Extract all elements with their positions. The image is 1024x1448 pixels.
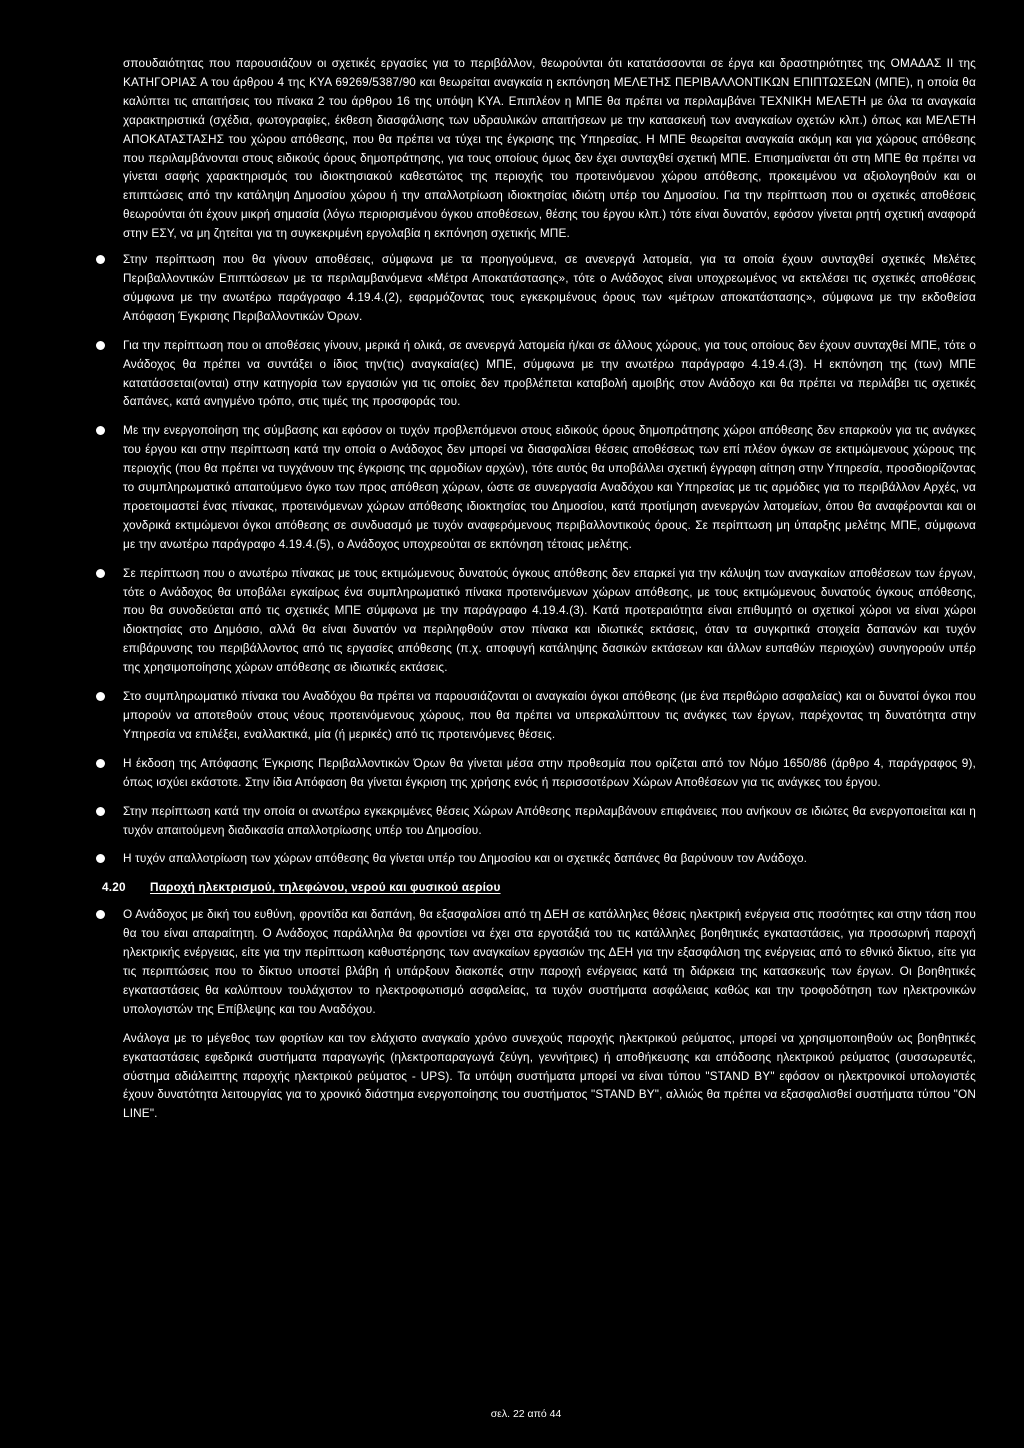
bullet-text: Στην περίπτωση κατά την οποία οι ανωτέρω εγκεκριμένες θέσεις Χώρων Απόθεσης περιλαμβάνουν επιφάνειες που ανήκουν σε ιδιώτες θα ενεργοποιείται και η τυχόν απαιτούμενη διαδικασία απαλλοτρίωσης υπέρ του Δημοσίου. — [123, 803, 976, 837]
list-item — [123, 905, 976, 1018]
bullet-icon — [96, 426, 105, 435]
list-item — [123, 336, 976, 412]
bullet-text: Στην περίπτωση που θα γίνουν αποθέσεις, σύμφωνα με τα προηγούμενα, σε ανενεργά λατομεία, για τα οποία έχουν συνταχθεί σχετικές Μελέτες Περιβαλλοντικών Επιπτώσεων με τα περιλαμβανόμενα «Μέτρα Αποκατάστασης», τότε ο Ανάδοχος είναι υποχρεωμένος να εκτελέσει τις σχετικές αποθέσεις σύμφωνα με την ανωτέρω παράγραφο 4.19.4.(2), εφαρμόζοντας τους εγκεκριμένους όρους των «μέτρων αποκατάστασης», σύμφωνα με την εκδοθείσα Απόφαση Έγκρισης Περιβαλλοντικών Όρων. — [123, 252, 976, 323]
bullet-icon — [96, 341, 105, 350]
bullet-icon — [96, 807, 105, 816]
bullet-list — [123, 250, 976, 868]
bullet-icon — [96, 910, 105, 919]
list-item — [123, 754, 976, 792]
intro-paragraph: σπουδαιότητας που παρουσιάζουν οι σχετικές εργασίες για το περιβάλλον, θεωρούνται ότι κατατάσσονται σε έργα και δραστηριότητες της ΟΜΑΔΑΣ ΙΙ της ΚΑΤΗΓΟΡΙΑΣ Α του άρθρου 4 της ΚΥΑ 69269/5387/90 και θεωρείται αναγκαία η εκπόνηση ΜΕΛΕΤΗΣ ΠΕΡΙΒΑΛΛΟΝΤΙΚΩΝ ΕΠΙΠΤΩΣΕΩΝ (ΜΠΕ), η οποία θα καλύπτει τις απαιτήσεις του πίνακα 2 του άρθρου 16 της υπόψη ΚΥΑ. Επιπλέον η ΜΠΕ θα πρέπει να περιλαμβάνει ΤΕΧΝΙΚΗ ΜΕΛΕΤΗ με όλα τα αναγκαία χαρακτηριστικά (σχέδια, φωτογραφίες, έκθεση διασφάλισης των υδραυλικών απαιτήσεων με την κατασκευή των αναγκαίων οχετών κλπ.) όπως και ΜΕΛΕΤΗ ΑΠΟΚΑΤΑΣΤΑΣΗΣ του χώρου απόθεσης, που θα πρέπει να τύχει της έγκρισης της Υπηρεσίας. Η ΜΠΕ θεωρείται αναγκαία ακόμη και για χώρους απόθεσης που περιλαμβάνονται στους ειδικούς όρους δημοπράτησης, για τους οποίους όμως δεν έχει συνταχθεί σχετική ΜΠΕ. Επισημαίνεται ότι στη ΜΠΕ θα πρέπει να γίνεται σαφής χαρακτηρισμός του ιδιοκτησιακού καθεστώτος της περιοχής του προτεινόμενου χώρου απόθεσης, προκειμένου να αξιολογηθούν και οι επιπτώσεις από την κατάληψη Δημοσίου χώρου ή την απαλλοτρίωση ιδιοκτησίας ιδιώτη υπέρ του Δημοσίου. Για την περίπτωση που οι σχετικές αποθέσεις θεωρούνται ότι έχουν μικρή σημασία (λόγω περιορισμένου όγκου αποθέσεων, θέσης του έργου κλπ.) τότε είναι δυνατόν, εφόσον γίνεται ρητή σχετική αναφορά στην ΕΣΥ, να μη ζητείται για τη συγκεκριμένη εργολαβία η εκπόνηση σχετικής ΜΠΕ. — [123, 56, 976, 241]
bullet-text: Η έκδοση της Απόφασης Έγκρισης Περιβαλλοντικών Όρων θα γίνεται μέσα στην προθεσμία που ορίζεται από τον Νόμο 1650/86 (άρθρο 4, παράγραφος 9), όπως ισχύει εκάστοτε. Στην ίδια Απόφαση θα γίνεται έγκριση της χρήσης ενός ή περισσοτέρων Χώρων Αποθέσεων για τις ανάγκες του έργου. — [123, 755, 976, 789]
list-item — [123, 687, 976, 744]
page-footer — [0, 1407, 1024, 1421]
list-item — [123, 802, 976, 840]
list-item — [123, 421, 976, 553]
page-number: σελ. 22 από 44 — [490, 1408, 562, 1420]
list-item — [123, 250, 976, 326]
bullet-icon — [96, 255, 105, 264]
bullet-text: Σε περίπτωση που ο ανωτέρω πίνακας με τους εκτιμώμενους δυνατούς όγκους απόθεσης δεν επαρκεί για την κάλυψη των αναγκαίων αποθέσεων των έργων, τότε ο Ανάδοχος θα υποβάλει εγκαίρως ένα συμπληρωματικό πίνακα προτεινόμενων χώρων απόθεσης, με τους εκτιμώμενους δυνατούς όγκους απόθεσης, που θα συνοδεύεται από τις σχετικές ΜΠΕ σύμφωνα με την παράγραφο 4.19.4.(3). Κατά προτεραιότητα είναι επιθυμητό οι σχετικοί χώροι να είναι χώροι ιδιοκτησίας στο Δημόσιο, αλλά θα είναι δυνατόν να περιληφθούν στον πίνακα και ιδιωτικές εκτάσεις, όταν τα συγκριτικά στοιχεία δαπανών και τυχόν επιβάρυνσης του περιβάλλοντος από τις εργασίες απόθεσης (π.χ. αποφυγή κατάληψης δασικών εκτάσεων και άλλων ευπαθών περιοχών) συνηγορούν υπέρ της χρησιμοποίησης χώρων απόθεσης σε ιδιωτικές εκτάσεις. — [123, 565, 976, 675]
section-title: Παροχή ηλεκτρισμού, τηλεφώνου, νερού και φυσικού αερίου — [150, 880, 501, 895]
bullet-text: Στο συμπληρωματικό πίνακα του Αναδόχου θα πρέπει να παρουσιάζονται οι αναγκαίοι όγκοι απόθεσης (με ένα περιθώριο ασφαλείας) και οι δυνατοί όγκοι που μπορούν να αποτεθούν στους νέους προτεινόμενους χώρους, που θα πρέπει να υπερκαλύπτουν τις ανάγκες των έργων, παρέχοντας τη δυνατότητα στην Υπηρεσία να επιλέξει, εναλλακτικά, μία (ή μερικές) από τις προτεινόμενες θέσεις. — [123, 689, 976, 741]
bullet-text: Με την ενεργοποίηση της σύμβασης και εφόσον οι τυχόν προβλεπόμενοι στους ειδικούς όρους δημοπράτησης χώροι απόθεσης δεν επαρκούν για τις ανάγκες του έργου και στην περίπτωση κατά την οποία ο Ανάδοχος δεν μπορεί να διασφαλίσει θέσεις αποθέσεως των επί πλέον όγκων σε εκτιμώμενους χώρους της περιοχής (που θα πρέπει να τυγχάνουν της έγκρισης της αρμοδίων αρχών), τότε αυτός θα υποβάλλει σχετική έγγραφη αίτηση στην Υπηρεσία, προσδιορίζοντας το συμπληρωματικό απαιτούμενο όγκο των προς απόθεση χώρων, ώστε σε συνεργασία Αναδόχου και Υπηρεσίας με τις αρμόδιες για το περιβάλλον Αρχές, να προετοιμαστεί ένας πίνακας, προτεινόμενων χώρων απόθεσης ιδιοκτησίας του Δημοσίου, κατά προτίμηση ανενεργών λατομείων, όπου θα αναφέρονται και οι χονδρικά εκτιμώμενοι όγκοι απόθεσης σε συνδυασμό με τυχόν αναφερόμενους περιβαλλοντικούς όρους. Σε περίπτωση μη ύπαρξης μελέτης ΜΠΕ, σύμφωνα με την ανωτέρω παράγραφο 4.19.4.(5), ο Ανάδοχος υποχρεούται σε εκπόνηση τέτοιας μελέτης. — [123, 423, 976, 551]
bullet-text: Ο Ανάδοχος με δική του ευθύνη, φροντίδα και δαπάνη, θα εξασφαλίσει από τη ΔΕΗ σε κατάλληλες θέσεις ηλεκτρική ενέργεια στις ποσότητες και στην τάση που θα του είναι απαραίτητη. Ο Ανάδοχος παράλληλα θα φροντίσει να έχει στα εργοτάξιά του τις κατάλληλες βοηθητικές εγκαταστάσεις, για προσωρινή παροχή ηλεκτρικής ενέργειας, είτε για την περίπτωση καθυστέρησης των αναγκαίων εργασιών της ΔΕΗ για την εξασφάλιση της ενέργειας από το εθνικό δίκτυο, είτε για τις περιπτώσεις που το δίκτυο υποστεί βλάβη ή υπάρξουν διακοπές στην παροχή ενέργειας κατά τη διάρκεια της κατασκευής των έργων. Οι βοηθητικές εγκαταστάσεις θα καλύπτουν τουλάχιστον το ηλεκτροφωτισμό ασφαλείας, τα τυχόν συστήματα ασφάλειας καθώς και την τροφοδότηση των ηλεκτρονικών υπολογιστών της Επίβλεψης και του Αναδόχου. — [123, 907, 976, 1016]
bullet-text: Για την περίπτωση που οι αποθέσεις γίνουν, μερικά ή ολικά, σε ανενεργά λατομεία ή/και σε άλλους χώρους, για τους οποίους δεν έχουν συνταχθεί ΜΠΕ, τότε ο Ανάδοχος θα πρέπει να συντάξει ο ίδιος την(τις) αναγκαία(ες) ΜΠΕ, σύμφωνα με την ανωτέρω παράγραφο 4.19.4.(3). Η εκπόνηση της (των) ΜΠΕ κατατάσσεται(ονται) στην κατηγορία των εργασιών για τις οποίες δεν προβλέπεται καταβολή αμοιβής στον Ανάδοχο και θα πρέπει να περιλάβει τις σχετικές δαπάνες, κατά ανηγμένο τρόπο, στις τιμές της προσφοράς του. — [123, 337, 976, 409]
page-content — [102, 54, 976, 1394]
body-paragraph: Ανάλογα με το μέγεθος των φορτίων και τον ελάχιστο αναγκαίο χρόνο συνεχούς παροχής ηλεκτρικού ρεύματος, μπορεί να χρησιμοποιηθούν ως βοηθητικές εγκαταστάσεις εφεδρικά συστήματα παραγωγής (ηλεκτροπαραγωγά ζεύγη, γεννήτριες) ή αποθήκευσης και απόδοσης ηλεκτρικού ρεύματος (συσσωρευτές, σύστημα αδιάλειπτης παροχής ηλεκτρικού ρεύματος - UPS). Τα υπόψη συστήματα μπορεί να είναι τύπου "STAND BY" εφόσον οι ηλεκτρονικοί υπολογιστές έχουν δυνατότητα λειτουργίας για το χρονικό διάστημα ενεργοποίησης του συστήματος "STAND BY", αλλιώς θα πρέπει να εξασφαλισθεί συστήματα τύπου "ON LINE". — [123, 1030, 976, 1121]
bullet-text: Η τυχόν απαλλοτρίωση των χώρων απόθεσης θα γίνεται υπέρ του Δημοσίου και οι σχετικές δαπάνες θα βαρύνουν τον Ανάδοχο. — [123, 851, 808, 866]
bullet-icon — [96, 569, 105, 578]
section-heading — [102, 878, 976, 897]
bullet-icon — [96, 759, 105, 768]
section-number: 4.20 — [102, 880, 126, 895]
bullet-icon — [96, 854, 105, 863]
list-item — [123, 564, 976, 677]
list-item — [123, 849, 976, 868]
section-bullet-list — [123, 905, 976, 1018]
bullet-icon — [96, 692, 105, 701]
